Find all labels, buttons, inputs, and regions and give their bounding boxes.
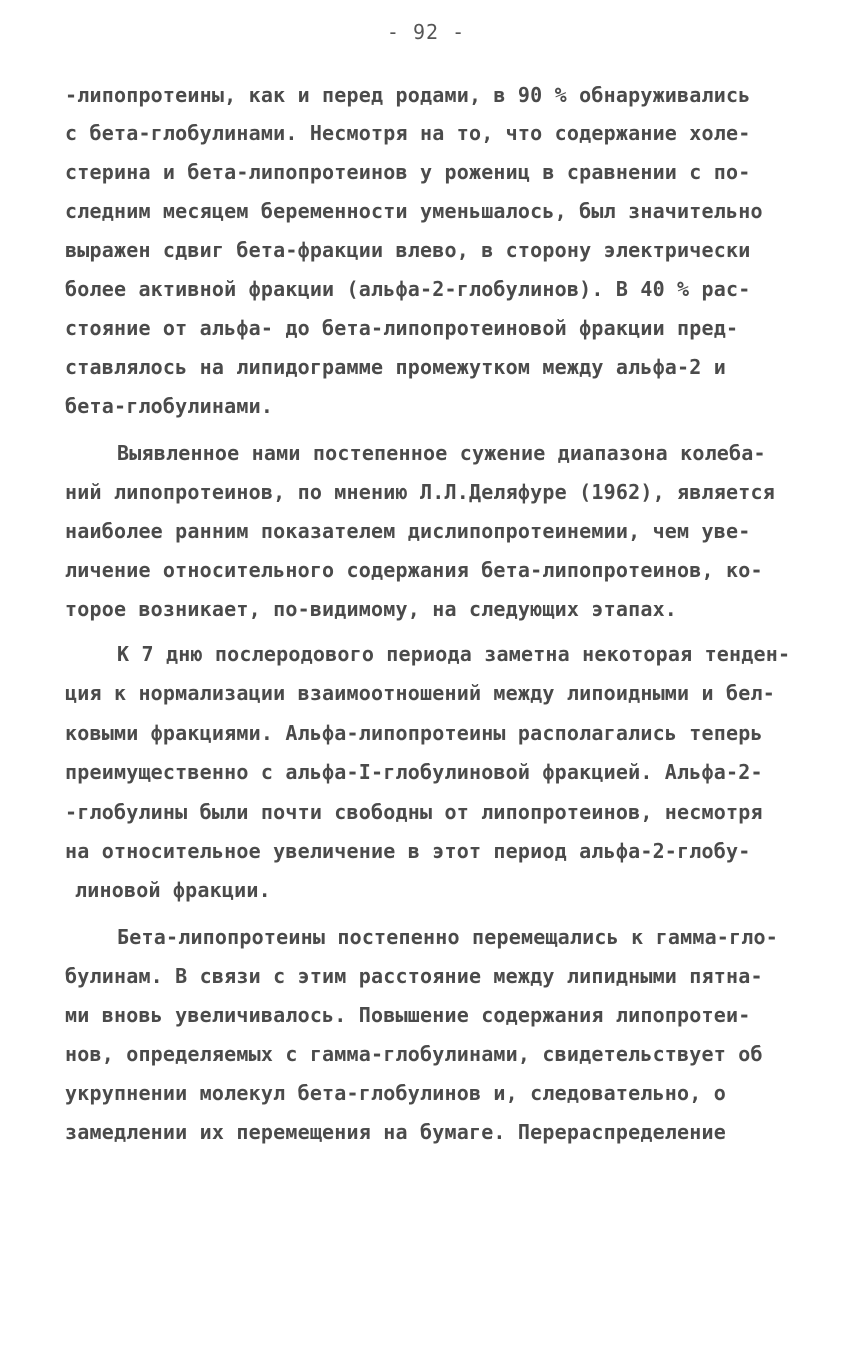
text-line: бета-глобулинами.: [65, 394, 274, 418]
text-line: следним месяцем беременности уменьшалось, был значительно: [65, 199, 763, 223]
text-line: торое возникает, по-видимому, на следующих этапах.: [65, 597, 678, 621]
text-line: К 7 дню послеродового периода заметна некоторая тенден-: [117, 642, 791, 666]
text-line: укрупнении молекул бета-глобулинов и, следовательно, о: [65, 1081, 727, 1105]
text-line: Выявленное нами постепенное сужение диапазона колеба-: [117, 441, 766, 465]
text-line: стояние от альфа- до бета-липопротеиновой фракции пред-: [65, 316, 739, 340]
text-line: наиболее ранним показателем дислипопротеинемии, чем уве-: [65, 519, 751, 543]
text-line: -липопротеины, как и перед родами, в 90 % обнаруживались: [65, 83, 751, 107]
text-line: выражен сдвиг бета-фракции влево, в сторону электрически: [65, 238, 751, 262]
text-line: преимущественно с альфа-I-глобулиновой фракцией. Альфа-2-: [65, 760, 763, 784]
text-line: на относительное увеличение в этот период альфа-2-глобу-: [65, 839, 751, 863]
text-line: стерина и бета-липопротеинов у рожениц в сравнении с по-: [65, 160, 751, 184]
text-line: Бета-липопротеины постепенно перемещались к гамма-гло-: [117, 925, 779, 949]
text-line: с бета-глобулинами. Несмотря на то, что содержание холе-: [65, 121, 751, 145]
text-line: замедлении их перемещения на бумаге. Перераспределение: [65, 1120, 727, 1144]
page-number: - 92 -: [386, 20, 466, 44]
text-line: нов, определяемых с гамма-глобулинами, свидетельствует об: [65, 1042, 763, 1066]
text-line: ставлялось на липидограмме промежутком между альфа-2 и: [65, 355, 727, 379]
text-line: булинам. В связи с этим расстояние между липидными пятна-: [65, 964, 763, 988]
text-line: более активной фракции (альфа-2-глобулинов). В 40 % рас-: [65, 277, 751, 301]
text-line: ция к нормализации взаимоотношений между липоидными и бел-: [65, 681, 775, 705]
text-line: ний липопротеинов, по мнению Л.Л.Деляфуре (1962), является: [65, 480, 775, 504]
text-line: ми вновь увеличивалось. Повышение содержания липопротеи-: [65, 1003, 751, 1027]
text-line: линовой фракции.: [75, 878, 271, 902]
text-line: -глобулины были почти свободны от липопротеинов, несмотря: [65, 800, 763, 824]
text-line: личение относительного содержания бета-липопротеинов, ко-: [65, 558, 763, 582]
text-line: ковыми фракциями. Альфа-липопротеины располагались теперь: [65, 721, 763, 745]
